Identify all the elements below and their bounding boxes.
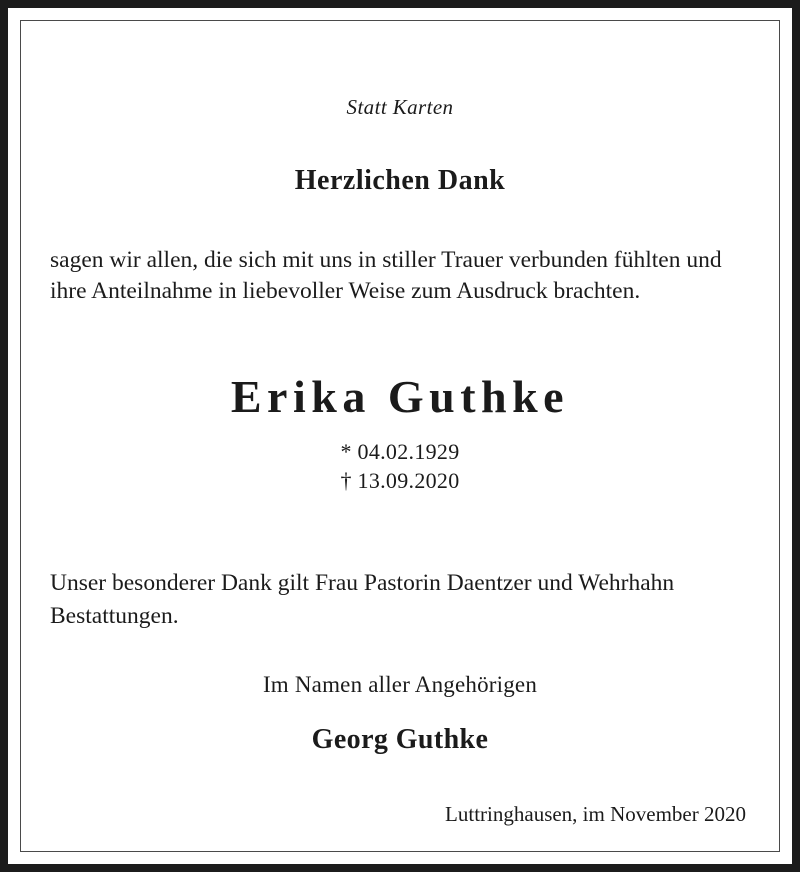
birth-date: * 04.02.1929 (340, 438, 460, 464)
signature-name: Georg Guthke (311, 723, 489, 755)
place-and-date: Luttringhausen, im November 2020 (445, 801, 746, 826)
card-content (20, 20, 780, 852)
in-name-of-line: Im Namen aller Angehörigen (262, 671, 538, 697)
statt-karten-line: Statt Karten (346, 95, 454, 119)
deceased-name: Erika Guthke (230, 370, 570, 422)
gratitude-paragraph: sagen wir allen, die sich mit uns in stiller Trauer verbunden fühlten und ihre Anteilnahme in liebevoller Weise zum Ausdruck brachten. (50, 247, 722, 305)
life-dates (48, 437, 752, 496)
death-date: † 13.09.2020 (340, 467, 460, 493)
thanks-heading: Herzlichen Dank (294, 165, 506, 196)
special-thanks-paragraph: Unser besonderer Dank gilt Frau Pastorin Daentzer und Wehrhahn Bestattungen. (50, 570, 675, 630)
